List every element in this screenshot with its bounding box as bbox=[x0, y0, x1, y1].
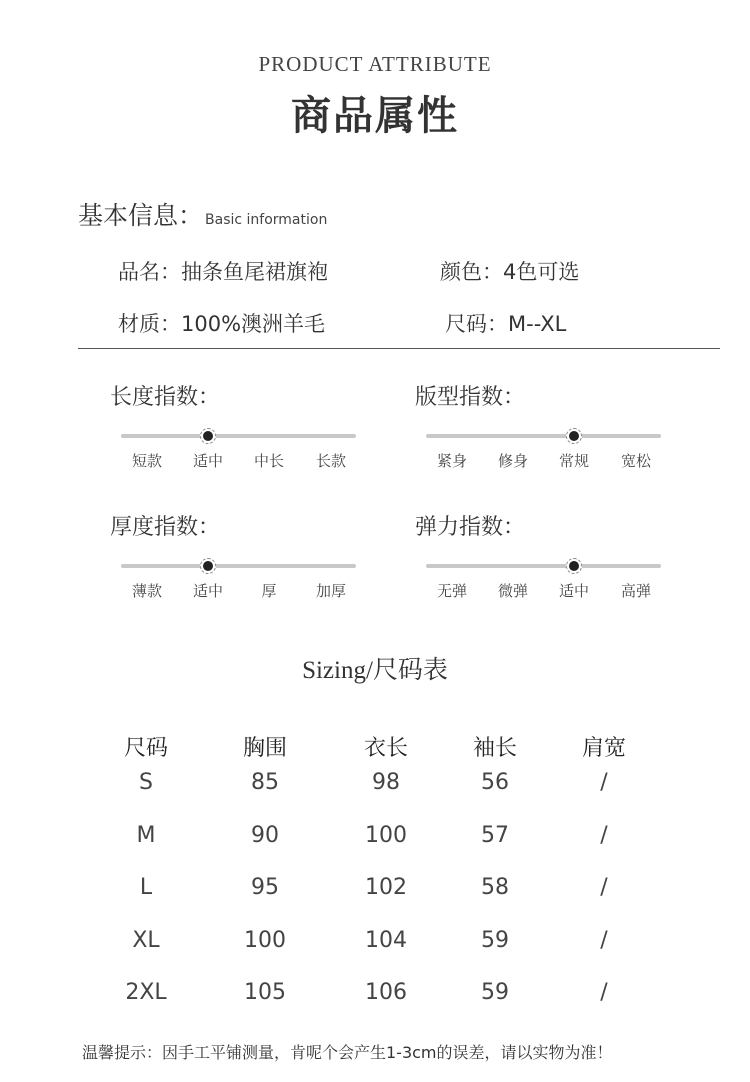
table-cell: 59 bbox=[481, 980, 509, 1005]
table-cell: / bbox=[600, 770, 608, 795]
index-option: 宽松 bbox=[620, 452, 651, 470]
index-option: 修身 bbox=[497, 452, 528, 470]
index-option: 薄款 bbox=[131, 582, 162, 600]
table-cell: / bbox=[600, 927, 608, 953]
index-title: 弹力指数： bbox=[415, 515, 526, 540]
index-option: 短款 bbox=[131, 452, 162, 470]
table-cell: / bbox=[600, 875, 608, 900]
table-cell: / bbox=[600, 822, 608, 848]
index-option: 微弹 bbox=[497, 582, 528, 600]
table-cell: 100 bbox=[365, 822, 407, 848]
table-cell: 56 bbox=[481, 770, 509, 795]
table-header-cell: 衣长 bbox=[363, 736, 408, 761]
index-slider-knob-dot bbox=[569, 431, 579, 441]
table-cell: 102 bbox=[365, 875, 407, 900]
sizing-title: Sizing/尺码表 bbox=[302, 657, 448, 684]
index-option: 适中 bbox=[192, 452, 223, 470]
table-cell: 104 bbox=[365, 927, 407, 953]
index-slider-track bbox=[121, 564, 356, 568]
table-cell: 2XL bbox=[125, 980, 167, 1005]
index-title: 厚度指数： bbox=[110, 515, 221, 540]
index-slider-knob-dot bbox=[203, 561, 213, 571]
table-cell: 90 bbox=[251, 822, 279, 848]
index-slider-track bbox=[121, 434, 356, 438]
index-slider-track bbox=[426, 564, 661, 568]
table-cell: L bbox=[139, 875, 153, 900]
index-option: 常规 bbox=[558, 452, 589, 470]
table-cell: 100 bbox=[244, 927, 286, 953]
index-slider-knob bbox=[566, 558, 582, 574]
table-cell: 85 bbox=[251, 770, 279, 795]
index-slider-knob bbox=[200, 558, 216, 574]
index-option: 紧身 bbox=[436, 452, 467, 470]
index-option: 适中 bbox=[558, 582, 589, 600]
index-option: 无弹 bbox=[436, 582, 467, 600]
table-cell: S bbox=[139, 770, 153, 795]
index-option: 高弹 bbox=[620, 582, 651, 600]
index-option: 长款 bbox=[315, 452, 346, 470]
index-title: 长度指数： bbox=[110, 385, 221, 410]
index-slider-track bbox=[426, 434, 661, 438]
basic-info-heading-cn: 基本信息： bbox=[78, 201, 204, 230]
index-option: 中长 bbox=[253, 452, 284, 470]
table-header-cell: 袖长 bbox=[472, 736, 517, 761]
index-option: 加厚 bbox=[315, 582, 346, 600]
table-header-cell: 肩宽 bbox=[581, 736, 626, 761]
index-slider-knob-dot bbox=[569, 561, 579, 571]
product-material: 材质：100%澳洲羊毛 bbox=[118, 312, 326, 336]
product-name: 品名：抽条鱼尾裙旗袍 bbox=[118, 260, 328, 284]
basic-info-heading bbox=[78, 196, 327, 232]
divider bbox=[78, 348, 720, 349]
index-slider-knob bbox=[200, 428, 216, 444]
measurement-note: 温馨提示：因手工平铺测量，肯呢个会产生1-3cm的误差，请以实物为准！ bbox=[82, 1043, 613, 1062]
table-header-cell: 胸围 bbox=[242, 736, 287, 761]
index-title: 版型指数： bbox=[415, 385, 526, 410]
table-cell: 105 bbox=[244, 980, 286, 1005]
index-slider-knob bbox=[566, 428, 582, 444]
table-cell: 58 bbox=[481, 875, 509, 900]
index-slider-knob-dot bbox=[203, 431, 213, 441]
table-cell: 106 bbox=[365, 980, 407, 1005]
table-cell: M bbox=[136, 822, 156, 848]
table-cell: 95 bbox=[251, 875, 279, 900]
table-cell: / bbox=[600, 980, 608, 1005]
table-cell: 57 bbox=[481, 822, 509, 848]
index-option: 适中 bbox=[192, 582, 223, 600]
table-cell: 98 bbox=[372, 770, 400, 795]
table-header-cell: 尺码 bbox=[123, 736, 168, 761]
product-size: 尺码：M--XL bbox=[445, 312, 567, 336]
index-option: 厚 bbox=[261, 582, 277, 600]
basic-info-heading-en: Basic information bbox=[205, 212, 328, 228]
english-title: PRODUCT ATTRIBUTE bbox=[258, 52, 492, 76]
page-title: 商品属性 bbox=[291, 93, 459, 139]
product-color: 颜色：4色可选 bbox=[440, 260, 580, 284]
table-cell: XL bbox=[132, 927, 160, 953]
table-cell: 59 bbox=[481, 927, 509, 953]
